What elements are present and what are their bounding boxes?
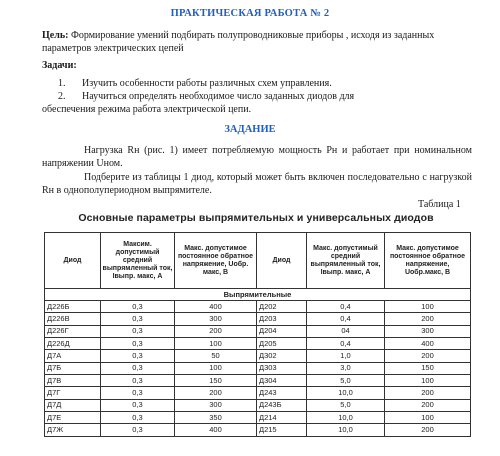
- diode-name-cell: Д303: [257, 362, 307, 374]
- value-cell: 300: [175, 313, 257, 325]
- value-cell: 200: [385, 399, 471, 411]
- value-cell: 04: [307, 325, 385, 337]
- goal-paragraph: [42, 30, 472, 55]
- table-row: [45, 424, 471, 436]
- diode-parameters-table-image: [34, 210, 478, 456]
- value-cell: 400: [175, 424, 257, 436]
- task-item-2: [58, 91, 472, 104]
- value-cell: 100: [175, 338, 257, 350]
- diode-name-cell: Д205: [257, 338, 307, 350]
- diode-name-cell: Д304: [257, 375, 307, 387]
- value-cell: 300: [175, 399, 257, 411]
- table-row: [45, 301, 471, 313]
- value-cell: 400: [175, 301, 257, 313]
- diode-name-cell: Д226Б: [45, 301, 101, 313]
- header-cell: Макс. допустимое постоянное обратное напряжение, Uобр. макс, В: [175, 233, 257, 289]
- value-cell: 10,0: [307, 424, 385, 436]
- diode-name-cell: Д7Ж: [45, 424, 101, 436]
- header-cell: Диод: [257, 233, 307, 289]
- diode-name-cell: Д202: [257, 301, 307, 313]
- value-cell: 200: [175, 387, 257, 399]
- table-row: [45, 362, 471, 374]
- value-cell: 0,3: [101, 350, 175, 362]
- task-item-1: [58, 78, 332, 91]
- value-cell: 150: [175, 375, 257, 387]
- value-cell: 200: [385, 387, 471, 399]
- value-cell: 100: [385, 375, 471, 387]
- value-cell: 150: [385, 362, 471, 374]
- table-row: [45, 325, 471, 337]
- header-cell: Максим. допустимый средний выпрямленный ток, Iвыпр. макс, А: [101, 233, 175, 289]
- table-row: [45, 338, 471, 350]
- value-cell: 100: [385, 301, 471, 313]
- value-cell: 10,0: [307, 412, 385, 424]
- value-cell: 1,0: [307, 350, 385, 362]
- diode-name-cell: Д7А: [45, 350, 101, 362]
- header-cell: Макс. допустимый средний выпрямленный ток, Iвыпр. макс, А: [307, 233, 385, 289]
- diode-name-cell: Д7В: [45, 375, 101, 387]
- value-cell: 0,3: [101, 362, 175, 374]
- diode-name-cell: Д214: [257, 412, 307, 424]
- diode-name-cell: Д243Б: [257, 399, 307, 411]
- value-cell: 400: [385, 338, 471, 350]
- value-cell: 0,3: [101, 338, 175, 350]
- task-text: Научиться определять необходимое число заданных диодов для: [82, 91, 355, 102]
- assignment-paragraph-1: Нагрузка Rн (рис. 1) имеет потребляемую мощность Рн и работает при номинальном напряжении Uном.: [42, 145, 472, 169]
- value-cell: 5,0: [307, 399, 385, 411]
- value-cell: 5,0: [307, 375, 385, 387]
- diode-name-cell: Д203: [257, 313, 307, 325]
- task-item-2-continuation: обеспечения режима работа электрической цепи.: [42, 104, 252, 115]
- table-row: [45, 313, 471, 325]
- assignment-paragraph-2: Подберите из таблицы 1 диод, который может быть включен последовательно с нагрузкой Rн в однополупериодном выпрямителе.: [42, 172, 472, 196]
- group-label: Выпрямительные: [45, 289, 471, 301]
- value-cell: 0,3: [101, 387, 175, 399]
- diode-name-cell: Д215: [257, 424, 307, 436]
- goal-text: Формирование умений подбирать полупроводниковые приборы , исходя из заданных параметров электрических цепей: [42, 30, 435, 54]
- table-row: [45, 375, 471, 387]
- diode-name-cell: Д7Е: [45, 412, 101, 424]
- value-cell: 0,4: [307, 301, 385, 313]
- tasks-heading: Задачи:: [42, 60, 77, 71]
- diode-name-cell: Д7Б: [45, 362, 101, 374]
- diode-name-cell: Д7Г: [45, 387, 101, 399]
- diode-parameters-table: [44, 232, 471, 437]
- value-cell: 3,0: [307, 362, 385, 374]
- value-cell: 0,4: [307, 313, 385, 325]
- value-cell: 0,3: [101, 399, 175, 411]
- task-number: 2.: [58, 91, 66, 102]
- table-title: Основные параметры выпрямительных и универсальных диодов: [78, 212, 434, 224]
- page-title: ПРАКТИЧЕСКАЯ РАБОТА № 2: [170, 8, 330, 19]
- diode-name-cell: Д226В: [45, 313, 101, 325]
- diode-name-cell: Д302: [257, 350, 307, 362]
- table-row: [45, 412, 471, 424]
- diode-name-cell: Д204: [257, 325, 307, 337]
- diode-name-cell: Д243: [257, 387, 307, 399]
- value-cell: 0,3: [101, 412, 175, 424]
- diode-name-cell: Д7Д: [45, 399, 101, 411]
- task-number: 1.: [58, 78, 66, 89]
- value-cell: 0,3: [101, 375, 175, 387]
- value-cell: 0,4: [307, 338, 385, 350]
- goal-label: Цель:: [42, 30, 69, 41]
- value-cell: 0,3: [101, 424, 175, 436]
- value-cell: 100: [175, 362, 257, 374]
- value-cell: 0,3: [101, 301, 175, 313]
- value-cell: 0,3: [101, 325, 175, 337]
- table-caption: Таблица 1: [418, 199, 461, 210]
- header-cell: Диод: [45, 233, 101, 289]
- table-row: [45, 387, 471, 399]
- diode-name-cell: Д226Г: [45, 325, 101, 337]
- value-cell: 200: [385, 313, 471, 325]
- assignment-heading: ЗАДАНИЕ: [224, 124, 276, 135]
- value-cell: 300: [385, 325, 471, 337]
- table-row: [45, 399, 471, 411]
- diode-name-cell: Д226Д: [45, 338, 101, 350]
- header-cell: Макс. допустимое постоянное обратное напряжение, Uобр.макс, В: [385, 233, 471, 289]
- value-cell: 200: [385, 350, 471, 362]
- value-cell: 10,0: [307, 387, 385, 399]
- task-text: Изучить особенности работы различных схем управления.: [82, 78, 332, 89]
- value-cell: 0,3: [101, 313, 175, 325]
- value-cell: 200: [175, 325, 257, 337]
- group-row: [45, 289, 471, 301]
- value-cell: 50: [175, 350, 257, 362]
- table-header-row: [45, 233, 471, 289]
- value-cell: 200: [385, 424, 471, 436]
- value-cell: 350: [175, 412, 257, 424]
- table-row: [45, 350, 471, 362]
- value-cell: 100: [385, 412, 471, 424]
